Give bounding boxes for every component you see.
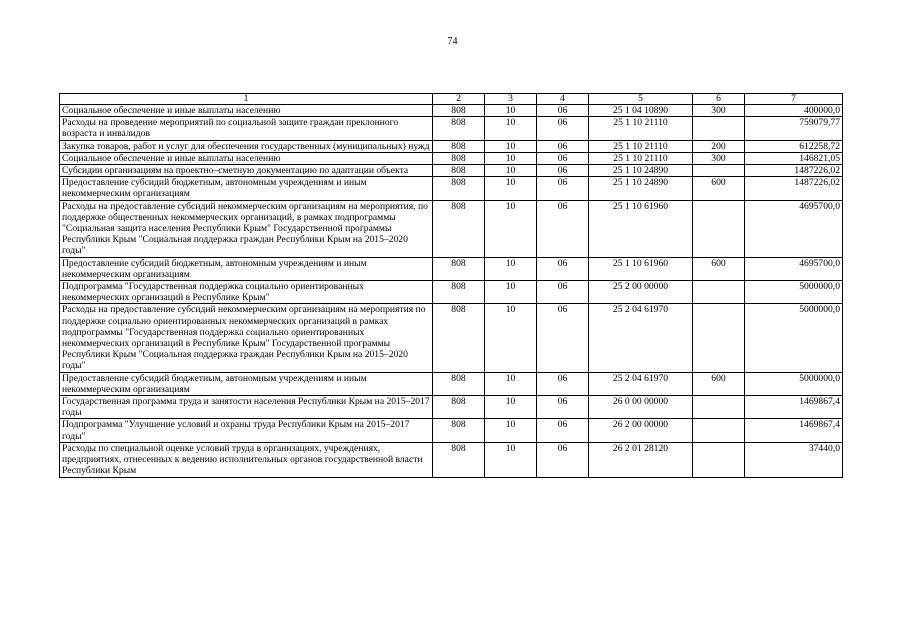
row-code-3: 10 xyxy=(485,257,537,280)
table-row xyxy=(60,419,843,442)
row-code-5: 25 2 00 00000 xyxy=(589,281,693,304)
row-code-2: 808 xyxy=(433,200,485,257)
row-description: Подпрограмма "Государственная поддержка социально ориентированных некоммерческих организаций в Республике Крым" xyxy=(60,281,433,304)
table-row xyxy=(60,140,843,152)
row-amount: 4695700,0 xyxy=(745,200,843,257)
row-code-5: 25 1 10 21110 xyxy=(589,117,693,140)
row-description: Закупка товаров, работ и услуг для обеспечения государственных (муниципальных) нужд xyxy=(60,140,433,152)
column-header: 4 xyxy=(537,94,589,105)
row-code-6: 600 xyxy=(693,257,745,280)
row-code-4: 06 xyxy=(537,200,589,257)
table-row xyxy=(60,257,843,280)
row-code-3: 10 xyxy=(485,304,537,372)
row-code-6: 600 xyxy=(693,372,745,395)
row-code-2: 808 xyxy=(433,165,485,177)
table-row xyxy=(60,442,843,477)
table-row xyxy=(60,152,843,164)
row-amount: 1487226,02 xyxy=(745,165,843,177)
column-header: 1 xyxy=(60,94,433,105)
row-code-2: 808 xyxy=(433,442,485,477)
row-code-4: 06 xyxy=(537,281,589,304)
row-code-3: 10 xyxy=(485,117,537,140)
row-code-6: 300 xyxy=(693,105,745,117)
row-amount: 400000,0 xyxy=(745,105,843,117)
row-code-3: 10 xyxy=(485,200,537,257)
row-amount: 5000000,0 xyxy=(745,281,843,304)
row-code-3: 10 xyxy=(485,281,537,304)
row-amount: 612258,72 xyxy=(745,140,843,152)
row-code-6 xyxy=(693,281,745,304)
row-code-3: 10 xyxy=(485,419,537,442)
table-row xyxy=(60,372,843,395)
row-code-4: 06 xyxy=(537,177,589,200)
row-amount: 1469867,4 xyxy=(745,419,843,442)
row-code-3: 10 xyxy=(485,372,537,395)
column-header: 6 xyxy=(693,94,745,105)
row-code-4: 06 xyxy=(537,165,589,177)
row-code-5: 25 1 10 21110 xyxy=(589,152,693,164)
budget-table xyxy=(59,93,843,478)
table-row xyxy=(60,281,843,304)
row-code-5: 26 2 00 00000 xyxy=(589,419,693,442)
column-header: 2 xyxy=(433,94,485,105)
row-code-4: 06 xyxy=(537,105,589,117)
table-row xyxy=(60,105,843,117)
row-code-4: 06 xyxy=(537,257,589,280)
row-code-5: 25 1 10 61960 xyxy=(589,257,693,280)
row-description: Расходы на предоставление субсидий некоммерческим организациям на мероприятия по поддержке социально ориентированных некоммерческих организаций в рамках подпрограммы "Государственная поддержка социально ориентированных некоммерческих организаций в Республике Крым" Государственной программы Республики Крым "Социальная поддержка граждан Республики Крым на 2015–2020 годы" xyxy=(60,304,433,372)
row-description: Предоставление субсидий бюджетным, автономным учреждениям и иным некоммерческим организациям xyxy=(60,177,433,200)
row-amount: 759079,77 xyxy=(745,117,843,140)
table-row xyxy=(60,177,843,200)
row-code-3: 10 xyxy=(485,396,537,419)
row-code-3: 10 xyxy=(485,177,537,200)
row-code-4: 06 xyxy=(537,152,589,164)
row-code-4: 06 xyxy=(537,442,589,477)
column-header: 5 xyxy=(589,94,693,105)
row-code-3: 10 xyxy=(485,442,537,477)
page-number: 74 xyxy=(447,36,458,47)
table-row xyxy=(60,396,843,419)
row-code-2: 808 xyxy=(433,105,485,117)
row-description: Субсидии организациям на проектно–сметную документацию по адаптации объекта xyxy=(60,165,433,177)
row-code-3: 10 xyxy=(485,152,537,164)
row-description: Социальное обеспечение и иные выплаты населению xyxy=(60,105,433,117)
row-code-2: 808 xyxy=(433,152,485,164)
row-code-6 xyxy=(693,304,745,372)
row-code-6 xyxy=(693,419,745,442)
row-description: Предоставление субсидий бюджетным, автономным учреждениям и иным некоммерческим организациям xyxy=(60,372,433,395)
row-code-6 xyxy=(693,117,745,140)
row-code-5: 25 1 10 24890 xyxy=(589,165,693,177)
row-code-2: 808 xyxy=(433,257,485,280)
row-amount: 37440,0 xyxy=(745,442,843,477)
table-row xyxy=(60,200,843,257)
row-code-6 xyxy=(693,200,745,257)
row-code-5: 25 1 10 24890 xyxy=(589,177,693,200)
row-code-5: 26 0 00 00000 xyxy=(589,396,693,419)
row-code-2: 808 xyxy=(433,304,485,372)
row-code-2: 808 xyxy=(433,117,485,140)
row-code-6 xyxy=(693,442,745,477)
row-code-4: 06 xyxy=(537,396,589,419)
row-description: Расходы на предоставление субсидий некоммерческим организациям на мероприятия, по поддержке общественных некоммерческих организаций, в рамках подпрограммы "Социальная защита населения Республики Крым" Государственной программы Республики Крым "Социальная поддержка граждан Республики Крым на 2015–2020 годы" xyxy=(60,200,433,257)
row-amount: 1469867,4 xyxy=(745,396,843,419)
row-code-2: 808 xyxy=(433,177,485,200)
row-code-4: 06 xyxy=(537,372,589,395)
row-description: Предоставление субсидий бюджетным, автономным учреждениям и иным некоммерческим организациям xyxy=(60,257,433,280)
row-code-4: 06 xyxy=(537,304,589,372)
row-description: Государственная программа труда и занятости населения Республики Крым на 2015–2017 годы xyxy=(60,396,433,419)
row-description: Расходы на проведение мероприятий по социальной защите граждан преклонного возраста и инвалидов xyxy=(60,117,433,140)
row-description: Подпрограмма "Улучшение условий и охраны труда Республики Крым на 2015–2017 годы" xyxy=(60,419,433,442)
row-code-5: 25 1 04 10890 xyxy=(589,105,693,117)
row-code-4: 06 xyxy=(537,140,589,152)
row-code-6 xyxy=(693,396,745,419)
row-amount: 1487226,02 xyxy=(745,177,843,200)
row-description: Социальное обеспечение и иные выплаты населению xyxy=(60,152,433,164)
row-code-4: 06 xyxy=(537,117,589,140)
row-code-2: 808 xyxy=(433,281,485,304)
row-code-3: 10 xyxy=(485,140,537,152)
row-code-6: 200 xyxy=(693,140,745,152)
row-code-5: 25 1 10 61960 xyxy=(589,200,693,257)
row-code-2: 808 xyxy=(433,396,485,419)
row-code-2: 808 xyxy=(433,372,485,395)
row-amount: 5000000,0 xyxy=(745,304,843,372)
column-header: 7 xyxy=(745,94,843,105)
row-code-2: 808 xyxy=(433,140,485,152)
row-code-5: 25 2 04 61970 xyxy=(589,304,693,372)
table-row xyxy=(60,304,843,372)
row-code-6: 600 xyxy=(693,177,745,200)
table-row xyxy=(60,165,843,177)
row-code-3: 10 xyxy=(485,105,537,117)
row-amount: 4695700,0 xyxy=(745,257,843,280)
row-code-5: 26 2 01 28120 xyxy=(589,442,693,477)
row-amount: 5000000,0 xyxy=(745,372,843,395)
row-code-5: 25 1 10 21110 xyxy=(589,140,693,152)
row-amount: 146821,05 xyxy=(745,152,843,164)
header-row xyxy=(60,94,843,105)
row-code-3: 10 xyxy=(485,165,537,177)
row-code-5: 25 2 04 61970 xyxy=(589,372,693,395)
column-header: 3 xyxy=(485,94,537,105)
row-code-4: 06 xyxy=(537,419,589,442)
row-description: Расходы по специальной оценке условий труда в организациях, учреждениях, предприятиях, отнесенных к ведению исполнительных органов государственной власти Республики Крым xyxy=(60,442,433,477)
row-code-6: 300 xyxy=(693,152,745,164)
row-code-2: 808 xyxy=(433,419,485,442)
table-row xyxy=(60,117,843,140)
row-code-6 xyxy=(693,165,745,177)
